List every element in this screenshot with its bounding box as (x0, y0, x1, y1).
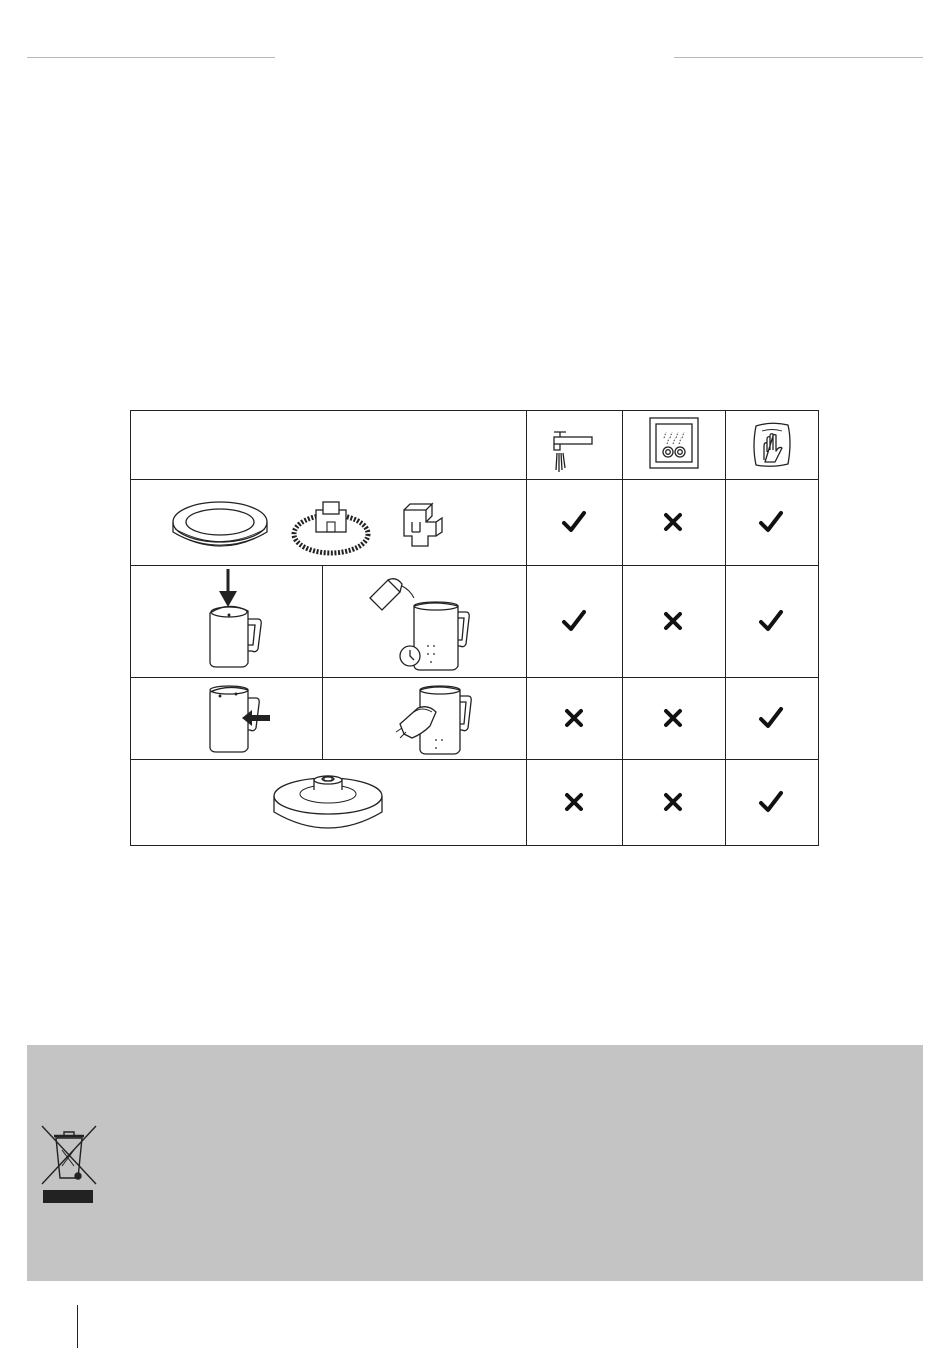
tap-water-icon (548, 418, 596, 474)
jug-pour-wait-icon (366, 570, 474, 672)
check-mark-icon (757, 607, 785, 635)
header-rule-left (27, 57, 275, 58)
cross-mark-icon (659, 508, 687, 536)
cross-mark-icon (560, 788, 588, 816)
jug-wipe-icon (392, 682, 474, 758)
jug-insert-icon (202, 567, 272, 675)
header-rule-right (674, 57, 923, 58)
cross-mark-icon (659, 704, 687, 732)
check-mark-icon (757, 704, 785, 732)
page-margin-rule (77, 1305, 78, 1348)
check-mark-icon (757, 788, 785, 816)
cross-mark-icon (659, 788, 687, 816)
crossed-out-bin-icon (38, 1122, 100, 1206)
jug-push-icon (202, 682, 278, 758)
lid-icon (170, 498, 270, 558)
cleaning-care-table (130, 410, 819, 846)
check-mark-icon (560, 607, 588, 635)
whisk-icon (392, 498, 448, 556)
cross-mark-icon (560, 704, 588, 732)
wipe-cloth-icon (748, 418, 796, 474)
whisk-with-spring-icon (290, 498, 372, 560)
cross-mark-icon (659, 607, 687, 635)
check-mark-icon (560, 508, 588, 536)
base-station-icon (270, 766, 386, 836)
disposal-notice-box (27, 1045, 923, 1281)
dishwasher-icon (648, 416, 700, 472)
check-mark-icon (757, 508, 785, 536)
